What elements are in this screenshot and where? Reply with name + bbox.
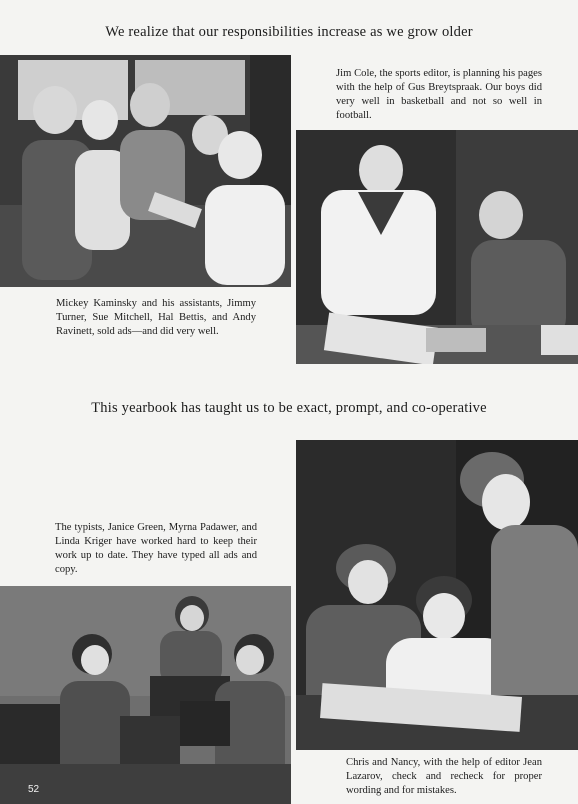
caption-typists: The typists, Janice Green, Myrna Padawer, and Linda Kriger have worked hard to keep their work up to date. They have typed all ads and copy.: [55, 522, 257, 575]
photo-typists: [0, 586, 291, 804]
caption-proofing: Chris and Nancy, with the help of editor Jean Lazarov, check and recheck for proper wording and for mistakes.: [346, 757, 542, 796]
photo-sports-editor: [296, 130, 578, 364]
photo-proofing: [296, 440, 578, 750]
caption-sports-editor: Jim Cole, the sports editor, is planning his pages with the help of Gus Breytspraak. Our boys did very well in basketball and not so well in football.: [336, 68, 542, 121]
section-heading-yearbook: This yearbook has taught us to be exact, prompt, and co-operative: [91, 400, 487, 416]
photo-ad-sales-group: [0, 55, 291, 287]
section-heading-responsibilities: We realize that our responsibilities increase as we grow older: [105, 24, 473, 40]
page-number: 52: [28, 784, 40, 795]
caption-ad-sales: Mickey Kaminsky and his assistants, Jimmy Turner, Sue Mitchell, Hal Bettis, and Andy Ravinett, sold ads—and did very well.: [56, 298, 256, 337]
